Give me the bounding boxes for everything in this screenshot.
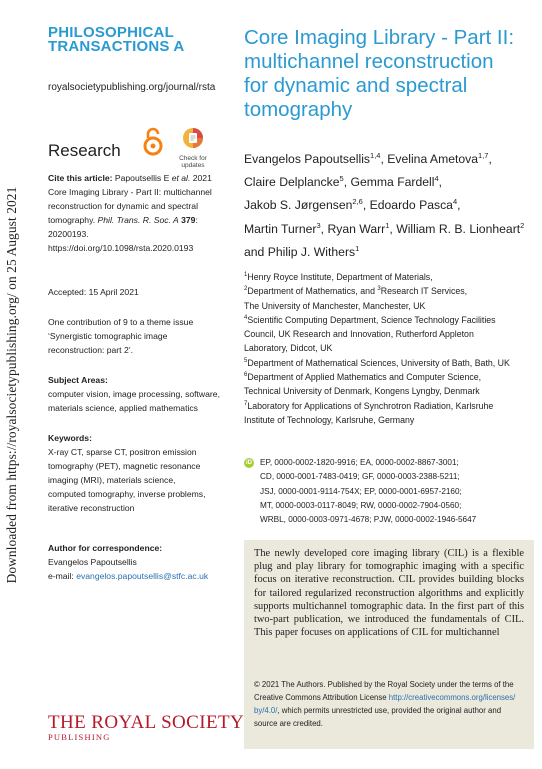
journal-name-line2: TRANSACTIONS A (48, 38, 185, 55)
correspondence-name: Evangelos Papoutsellis (48, 557, 137, 567)
citation-block: Cite this article: Papoutsellis E et al. 2021 Core Imaging Library - Part II: multichannel reconstruction for dynamic and spectral tomography. Phil. Trans. R. Soc. A 379: 20200193. https://doi.org/10.1098/rsta.2020.0193 (48, 171, 233, 255)
download-side-strip (2, 0, 22, 769)
author-name: Martin Turner (244, 221, 317, 236)
subject-areas-heading: Subject Areas: (48, 375, 108, 385)
orcid-line[interactable]: JSJ, 0000-0001-9114-754X; EP, 0000-0001-6957-2160; (260, 486, 462, 496)
author-name: Gemma Fardell (350, 175, 435, 190)
journal-name (48, 26, 184, 54)
license-box: © 2021 The Authors. Published by the Royal Society under the terms of the Creative Commons Attribution License http://creativecommons.org/licenses/ by/4.0/, which permits unrestricted use, provided the original author and source are credited. (244, 672, 534, 749)
author-name: Claire Delplancke (244, 175, 340, 190)
accepted-date: Accepted: 15 April 2021 (48, 287, 139, 297)
keywords: Keywords: X-ray CT, sparse CT, positron emission tomography (PET), magnetic resonance imaging (MRI), materials science, computed tomography, inverse problems, iterative reconstruction (48, 431, 233, 515)
author-name: Ryan Warr (327, 221, 386, 236)
open-access-icon (142, 126, 164, 156)
royal-society-logo: THE ROYAL SOCIETY PUBLISHING (48, 712, 245, 742)
cite-line: reconstruction for dynamic and spectral (48, 201, 198, 211)
download-notice: Downloaded from https://royalsocietypublishing.org/ on 25 August 2021 (4, 186, 19, 583)
article-title: Core Imaging Library - Part II: multichannel reconstruction for dynamic and spectral tomography (244, 26, 515, 121)
license-link[interactable]: by/4.0/ (254, 706, 278, 715)
cite-heading: Cite this article: (48, 173, 113, 183)
doi-link[interactable]: https://doi.org/10.1098/rsta.2020.0193 (48, 243, 194, 253)
affiliations: $^1$Henry Royce Institute, Department of Materials, $^2$Department of Mathematics, and $^3$Research IT Services, The University of Manchester, Manchester, UK $^4$Scientific Computing Department, Science Technology Facilities Council, UK Research and Innovation, Rutherford Appleton Laboratory, Didcot, UK $^5$Department of Mathematical Sciences, University of Bath, Bath, UK $^6$Department of Applied Mathematics and Computer Science, Technical University of Denmark, Kongens Lyngby, Denmark $^7$Laboratory for Applications of Synchrotron Radiation, Karlsruhe Institute of Technology, Karlsruhe, Germany (244, 272, 510, 425)
orcid-icon: iD (246, 460, 252, 466)
abstract-box (244, 540, 534, 675)
correspondence: Author for correspondence: Evangelos Papoutsellis e-mail: evangelos.papoutsellis@stfc.ac.uk (48, 541, 233, 583)
check-for-updates-button[interactable] (176, 127, 210, 169)
author-name: Jakob S. Jørgensen (244, 198, 353, 213)
author-name: Evelina Ametova (387, 152, 479, 166)
abstract-text: The newly developed core imaging library (CIL) is a flexible plug and play library for tomographic imaging with a specific focus on iterative reconstruction. CIL provides building blocks for tailored regularized reconstruction algorithms and explicitly supports multichannel tomographic data. In the first part of this two-part publication, we introduced the fundamentals of CIL. This paper focuses on applications of CIL for multichannel (254, 548, 524, 639)
author-name: Edoardo Pasca (369, 198, 453, 213)
keywords-heading: Keywords: (48, 433, 92, 443)
section-label: Research (48, 141, 121, 160)
journal-name-line1: PHILOSOPHICAL (48, 24, 174, 41)
author-name: Philip J. Withers (267, 244, 356, 259)
subject-areas: Subject Areas: computer vision, image processing, software, materials science, applied mathematics (48, 373, 233, 415)
check-for-updates-label: Check for updates (179, 155, 207, 169)
orcid-line[interactable]: WRBL, 0000-0003-0971-4678; PJW, 0000-0002-1946-5647 (260, 515, 477, 525)
orcid-line[interactable]: EP, 0000-0002-1820-9916; EA, 0000-0002-8867-3001; (260, 458, 459, 467)
cite-line: 20200193. (48, 229, 89, 239)
author-name: William R. B. Lionheart (396, 221, 521, 236)
author-name: Evangelos Papoutsellis (244, 152, 371, 166)
theme-issue-note: One contribution of 9 to a theme issue ‘Synergistic tomographic image reconstruction: part 2’. (48, 317, 194, 355)
orcid-line[interactable]: CD, 0000-0001-7483-0419; GF, 0000-0003-2388-5211; (260, 472, 460, 482)
correspondence-heading: Author for correspondence: (48, 543, 163, 553)
copyright-icon: © (254, 680, 260, 689)
orcid-line[interactable]: MT, 0000-0003-0117-8049; RW, 0000-0002-7904-0560; (260, 500, 462, 510)
check-for-updates-icon (182, 127, 204, 149)
author-list: Evangelos Papoutsellis$^{1,4}$, Evelina Ametova$^{1,7}$, Claire Delplancke$^5$, Gemma Fardell$^4$, Jakob S. Jørgensen$^{2,6}$, Edoardo Pasca$^4$, Martin Turner$^3$, Ryan Warr$^1$, William R. B. Lionheart$^2$ and Philip J. Withers$^1$ (244, 151, 525, 259)
cite-line: Core Imaging Library - Part II: multichannel (48, 187, 212, 197)
license-link[interactable]: http://creativecommons.org/licenses/ (388, 693, 516, 702)
journal-url[interactable]: royalsocietypublishing.org/journal/rsta (48, 82, 216, 93)
email-link[interactable]: evangelos.papoutsellis@stfc.ac.uk (76, 571, 209, 581)
